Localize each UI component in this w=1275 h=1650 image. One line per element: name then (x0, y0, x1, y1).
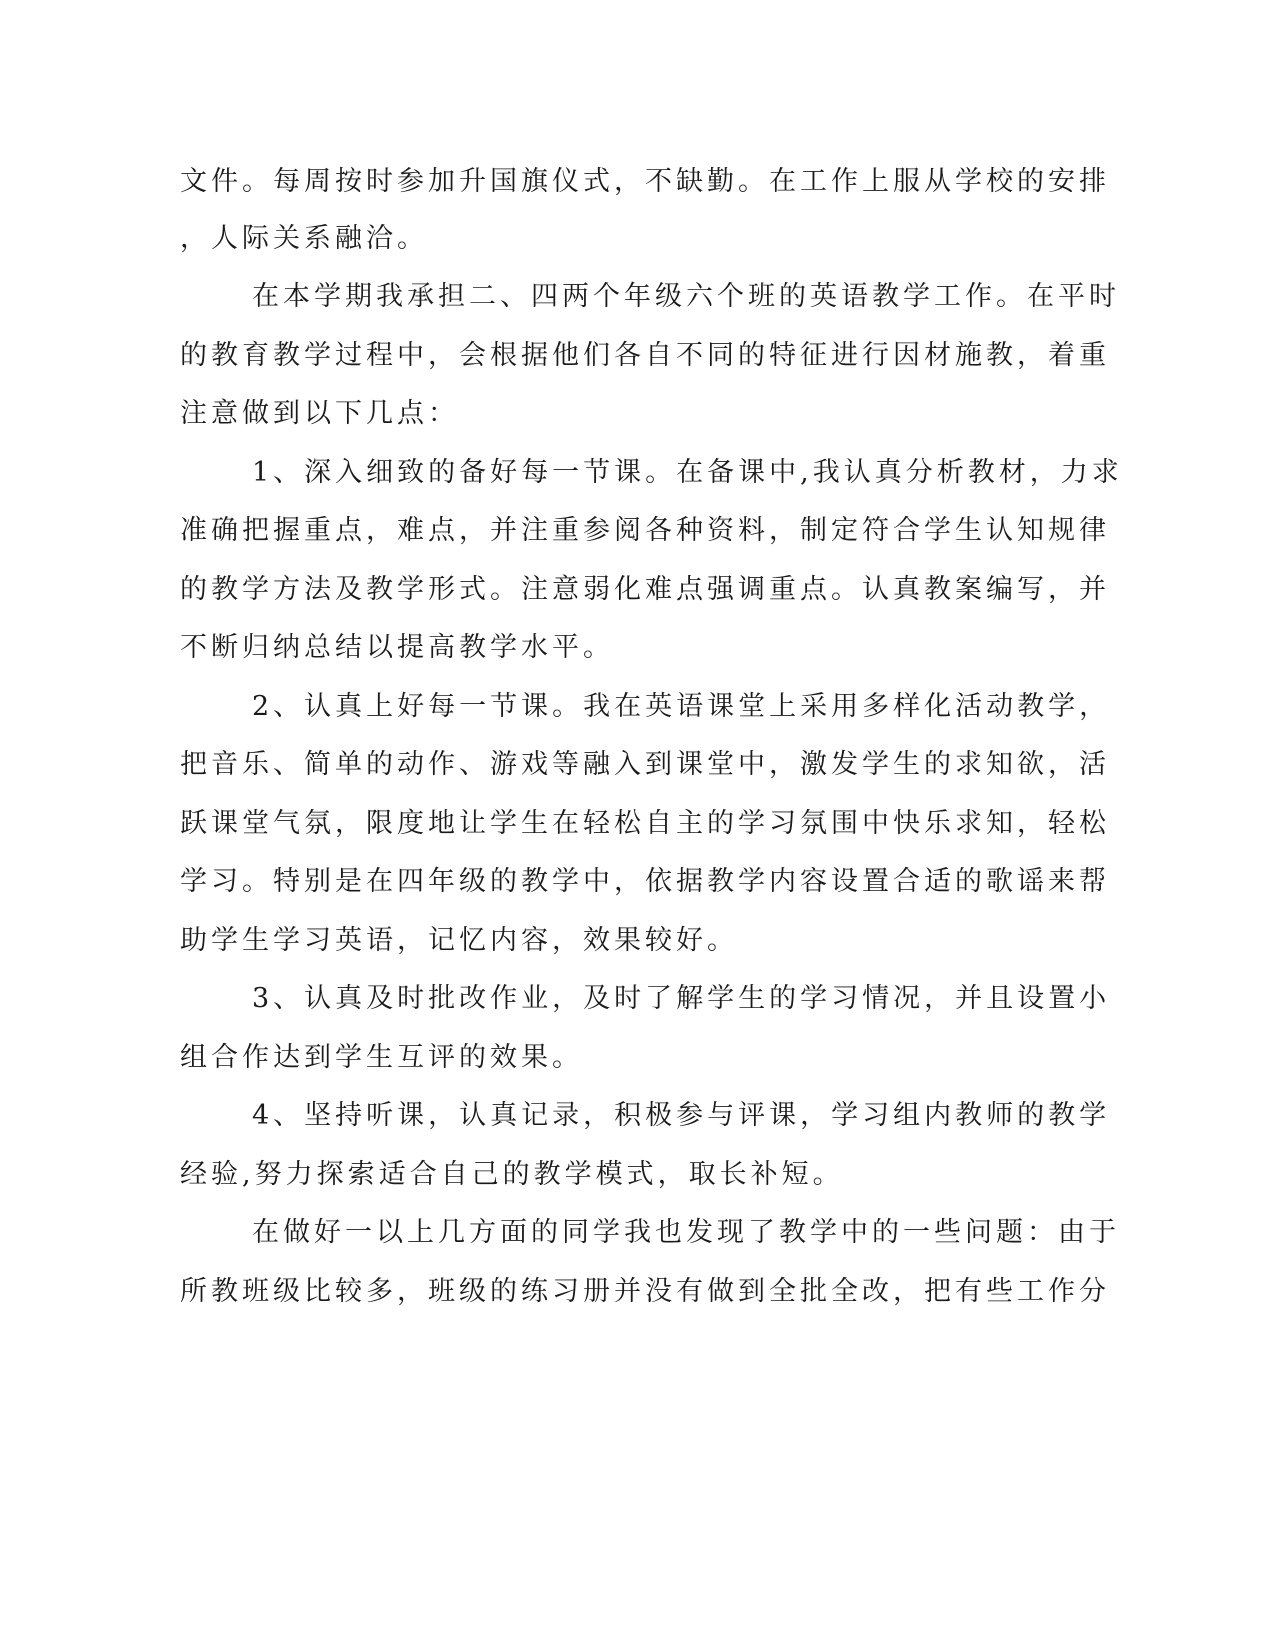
text-line: 的教育教学过程中，会根据他们各自不同的特征进行因材施教，着重 (180, 340, 1110, 371)
text-line: 不断归纳总结以提高教学水平。 (180, 632, 614, 663)
paragraph-start-line: 在本学期我承担二、四两个年级六个班的英语教学工作。在平时 (252, 281, 1120, 312)
list-item-3-line: 3、认真及时批改作业，及时了解学生的学习情况，并且设置小 (252, 983, 1111, 1014)
text-line: 把音乐、简单的动作、游戏等融入到课堂中，激发学生的求知欲，活 (180, 749, 1110, 780)
text-line: 跃课堂气氛，限度地让学生在轻松自主的学习氛围中快乐求知，轻松 (180, 808, 1110, 839)
text-line: 组合作达到学生互评的效果。 (180, 1042, 583, 1073)
list-item-1-line: 1、深入细致的备好每一节课。在备课中,我认真分析教材，力求 (252, 457, 1123, 488)
text-line: 经验,努力探索适合自己的教学模式，取长补短。 (180, 1159, 844, 1190)
list-item-4-line: 4、坚持听课，认真记录，积极参与评课，学习组内教师的教学 (252, 1100, 1111, 1131)
text-line: ，人际关系融洽。 (180, 223, 428, 254)
text-line: 准确把握重点，难点，并注重参阅各种资料，制定符合学生认知规律 (180, 515, 1110, 546)
text-line: 注意做到以下几点： (180, 398, 459, 429)
text-line: 的教学方法及教学形式。注意弱化难点强调重点。认真教案编写，并 (180, 574, 1110, 605)
text-line: 所教班级比较多，班级的练习册并没有做到全批全改，把有些工作分 (180, 1276, 1110, 1307)
text-line: 文件。每周按时参加升国旗仪式，不缺勤。在工作上服从学校的安排 (180, 166, 1110, 197)
text-line: 助学生学习英语，记忆内容，效果较好。 (180, 925, 738, 956)
list-item-2-line: 2、认真上好每一节课。我在英语课堂上采用多样化活动教学， (252, 691, 1111, 722)
paragraph-start-line: 在做好一以上几方面的同学我也发现了教学中的一些问题：由于 (252, 1217, 1120, 1248)
text-line: 学习。特别是在四年级的教学中，依据教学内容设置合适的歌谣来帮 (180, 866, 1110, 897)
